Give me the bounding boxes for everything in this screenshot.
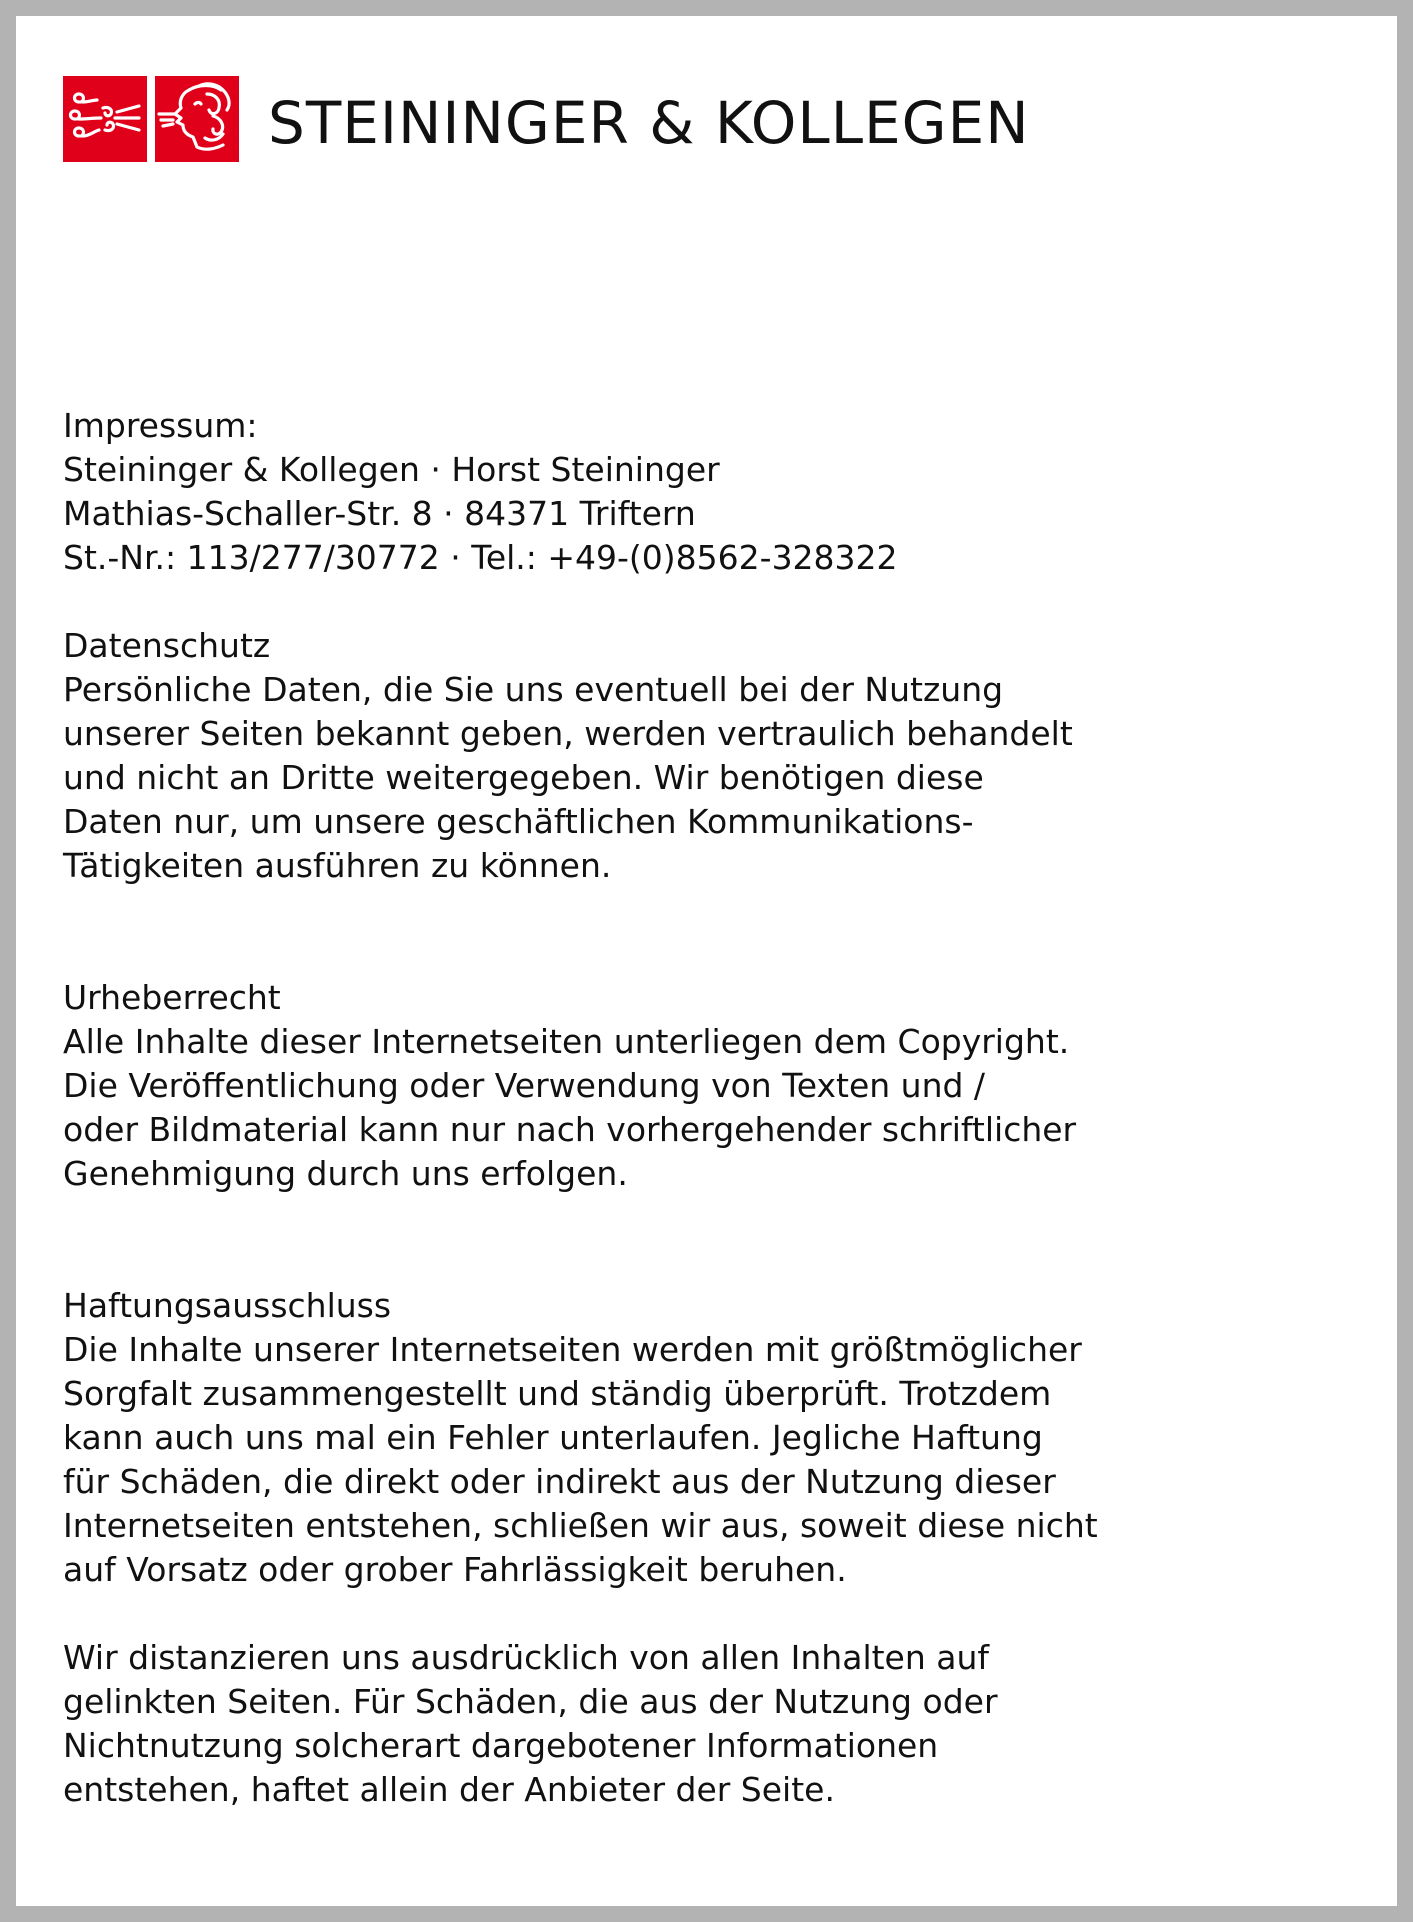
datenschutz-title: Datenschutz	[63, 626, 271, 665]
impressum-line-address: Mathias-Schaller-Str. 8 · 84371 Triftern	[63, 494, 696, 533]
haftungsausschluss-line: auf Vorsatz oder grober Fahrlässigkeit beruhen.	[63, 1550, 847, 1589]
haftungsausschluss-section	[63, 1284, 1353, 1812]
impressum-line-company: Steininger & Kollegen · Horst Steininger	[63, 450, 720, 489]
distanzierung-line: Nichtnutzung solcherart dargebotener Informationen	[63, 1726, 939, 1765]
datenschutz-line: und nicht an Dritte weitergegeben. Wir benötigen diese	[63, 758, 984, 797]
datenschutz-section	[63, 624, 1353, 888]
haftungsausschluss-line: für Schäden, die direkt oder indirekt aus der Nutzung dieser	[63, 1462, 1056, 1501]
datenschutz-line: Tätigkeiten ausführen zu können.	[63, 846, 612, 885]
impressum-line-contact: St.-Nr.: 113/277/30772 · Tel.: +49-(0)8562-328322	[63, 538, 898, 577]
urheberrecht-line: Alle Inhalte dieser Internetseiten unterliegen dem Copyright.	[63, 1022, 1070, 1061]
haftungsausschluss-line: kann auch uns mal ein Fehler unterlaufen. Jegliche Haftung	[63, 1418, 1043, 1457]
haftungsausschluss-title: Haftungsausschluss	[63, 1286, 392, 1325]
distanzierung-line: entstehen, haftet allein der Anbieter der Seite.	[63, 1770, 835, 1809]
datenschutz-line: unserer Seiten bekannt geben, werden vertraulich behandelt	[63, 714, 1073, 753]
urheberrecht-line: oder Bildmaterial kann nur nach vorhergehender schriftlicher	[63, 1110, 1077, 1149]
datenschutz-line: Persönliche Daten, die Sie uns eventuell bei der Nutzung	[63, 670, 1004, 709]
datenschutz-line: Daten nur, um unsere geschäftlichen Kommunikations-	[63, 802, 974, 841]
urheberrecht-line: Genehmigung durch uns erfolgen.	[63, 1154, 628, 1193]
header-logo	[63, 76, 239, 162]
distanzierung-line: gelinkten Seiten. Für Schäden, die aus der Nutzung oder	[63, 1682, 998, 1721]
haftungsausschluss-line: Sorgfalt zusammengestellt und ständig überprüft. Trotzdem	[63, 1374, 1052, 1413]
urheberrecht-line: Die Veröffentlichung oder Verwendung von Texten und /	[63, 1066, 986, 1105]
brand-name: STEININGER & KOLLEGEN	[268, 89, 1030, 157]
haftungsausschluss-line: Die Inhalte unserer Internetseiten werden mit größtmöglicher	[63, 1330, 1082, 1369]
haftungsausschluss-line: Internetseiten entstehen, schließen wir aus, soweit diese nicht	[63, 1506, 1098, 1545]
urheberrecht-section	[63, 976, 1353, 1196]
legal-content	[63, 404, 1353, 1812]
impressum-section	[63, 404, 1353, 580]
distanzierung-line: Wir distanzieren uns ausdrücklich von allen Inhalten auf	[63, 1638, 990, 1677]
logo-wind-swirls-icon	[63, 76, 147, 162]
urheberrecht-title: Urheberrecht	[63, 978, 281, 1017]
logo-wind-face-icon	[155, 76, 239, 162]
impressum-title: Impressum:	[63, 406, 258, 445]
